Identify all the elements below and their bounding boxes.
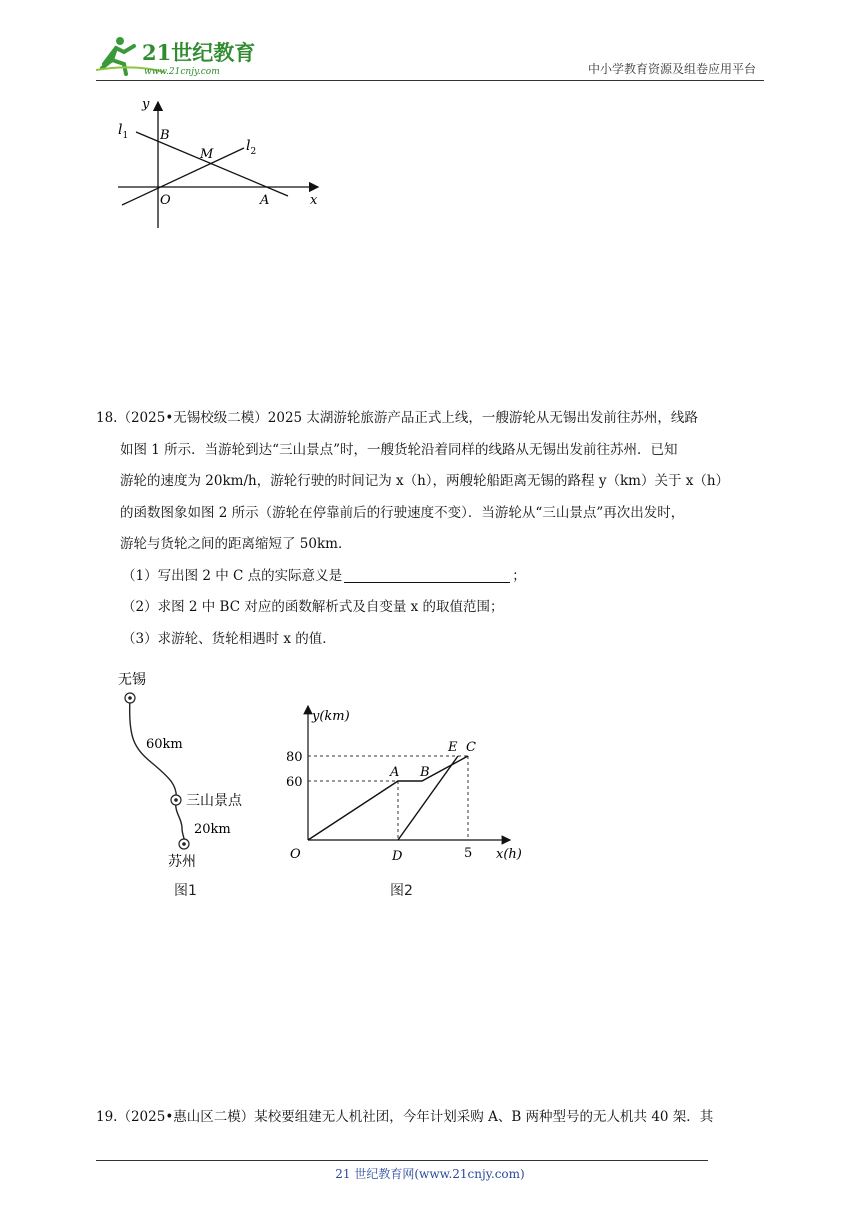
- segment2-label: 20km: [194, 822, 231, 837]
- origin-label: O: [290, 847, 301, 862]
- logo-url: www.21cnjy.com: [144, 67, 220, 77]
- site-logo: [94, 34, 264, 78]
- y-axis-label: y(km): [312, 709, 350, 724]
- figure1-caption: 图1: [174, 883, 197, 899]
- segment1-label: 60km: [146, 737, 183, 752]
- footer-link[interactable]: 21 世纪教育网(www.21cnjy.com): [335, 1167, 525, 1181]
- route-figure: [112, 668, 282, 868]
- q18-sub3: （3）求游轮、货轮相遇时 x 的值．: [122, 630, 336, 647]
- point-B-label: B: [160, 128, 170, 143]
- x-axis-label: x(h): [496, 847, 522, 862]
- q18-line: 游轮的速度为 20km/h，游轮行驶的时间记为 x（h），两艘轮船距离无锡的路程 y（km）关于 x（h）: [120, 473, 730, 489]
- q18-sub2: （2）求图 2 中 BC 对应的函数解析式及自变量 x 的取值范围；: [122, 599, 504, 615]
- q18-line: 游轮与货轮之间的距离缩短了 50km．: [120, 536, 352, 552]
- answer-blank[interactable]: [344, 567, 510, 583]
- coordinate-figure-lines: [112, 92, 332, 232]
- cruise-ship-line: [308, 756, 468, 840]
- x-axis-label: x: [310, 193, 318, 208]
- y-axis-label: y: [142, 97, 150, 112]
- point-A-label: A: [260, 193, 270, 208]
- line-l2: [122, 148, 244, 205]
- header-divider: [96, 80, 764, 81]
- logo-text: 21世纪教育: [142, 40, 256, 65]
- platform-name: 中小学教育资源及组卷应用平台: [587, 62, 756, 76]
- q18-line: 18.（2025•无锡校级二模）2025 太湖游轮旅游产品正式上线，一艘游轮从无锡出发前往苏州，线路: [96, 410, 698, 426]
- tick-80: 80: [286, 750, 303, 765]
- tick-60: 60: [286, 775, 303, 790]
- point-D-label: D: [392, 849, 403, 864]
- label-l1: $l_1$: [118, 122, 129, 141]
- point-B-label: B: [420, 765, 430, 780]
- tick-5: 5: [464, 846, 473, 861]
- point-M-label: M: [200, 147, 214, 162]
- point-A-label: A: [390, 765, 400, 780]
- wuxi-marker-icon: [125, 693, 135, 703]
- start-label: 无锡: [118, 672, 146, 688]
- function-graph: [282, 700, 532, 870]
- q19-line: 19.（2025•惠山区二模）某校要组建无人机社团，今年计划采购 A、B 两种型号的无人机共 40 架．其: [96, 1109, 714, 1125]
- origin-label: O: [160, 193, 171, 208]
- route-path: [130, 698, 185, 844]
- point-E-label: E: [448, 740, 458, 755]
- sanshan-marker-icon: [171, 795, 181, 805]
- question-18: [96, 403, 768, 655]
- middle-label: 三山景点: [186, 793, 242, 809]
- figure2-caption: 图2: [390, 883, 413, 899]
- q18-line: 的函数图象如图 2 所示（游轮在停靠前后的行驶速度不变）．当游轮从“三山景点”再次出发时，: [120, 504, 685, 521]
- end-label: 苏州: [168, 854, 196, 868]
- label-l2: $l_2$: [246, 138, 257, 157]
- point-C-label: C: [466, 740, 476, 755]
- suzhou-marker-icon: [179, 839, 189, 849]
- question-19: [96, 1102, 768, 1134]
- q18-sub1: （1）写出图 2 中 C 点的实际意义是 ；: [122, 567, 526, 584]
- q18-line: 如图 1 所示．当游轮到达“三山景点”时，一艘货轮沿着同样的线路从无锡出发前往苏州．已知: [120, 441, 678, 458]
- footer-divider: [96, 1160, 708, 1161]
